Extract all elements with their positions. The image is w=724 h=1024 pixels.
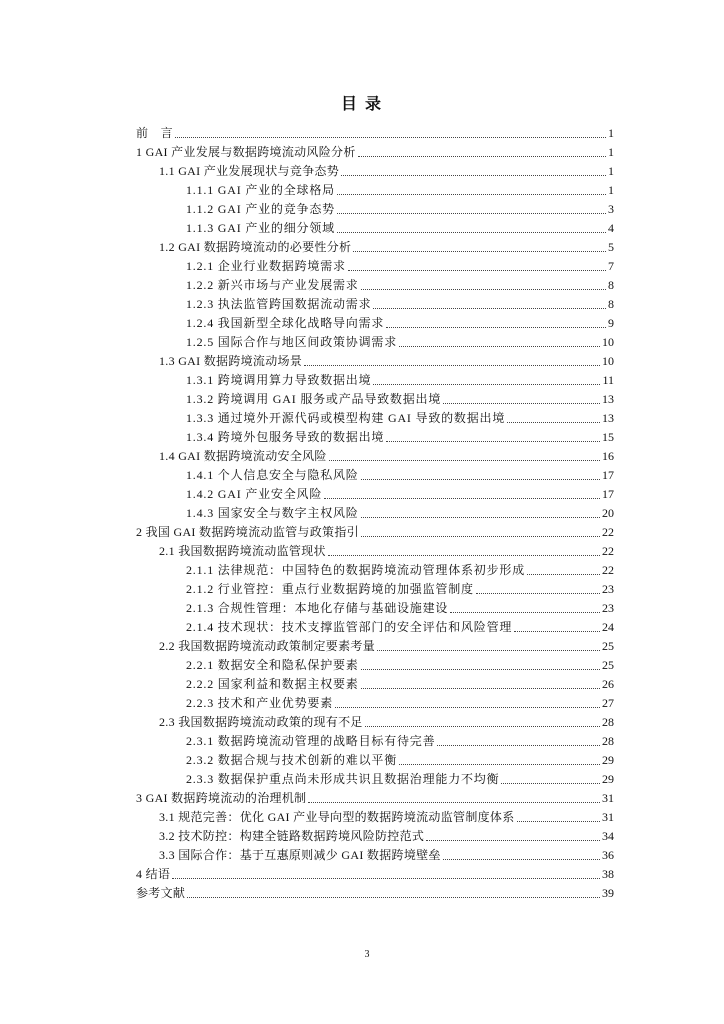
toc-entry-page: 22 [602,525,614,539]
toc-entry-title: 1.1 GAI 产业发展现状与竞争态势 [159,164,340,178]
toc-entry-page: 39 [602,886,614,900]
toc-entry-subsection-1-3-1 [136,371,614,390]
toc-entry-chapter-4 [136,865,614,884]
toc-entry-page: 31 [602,791,614,805]
dot-leader [335,707,600,708]
toc-entry-title: 4 结语 [136,867,171,881]
dot-leader [172,878,600,879]
dot-leader [361,479,600,480]
toc-entry-preface [136,124,614,143]
dot-leader [443,859,600,860]
page-number: 3 [364,949,370,960]
dot-leader [507,422,600,423]
toc-entry-subsection-1-3-2 [136,390,614,409]
toc-entry-subsection-1-2-3 [136,295,614,314]
toc-entry-page: 1 [608,164,614,178]
toc-entry-page: 22 [602,563,614,577]
toc-entry-section-2-2 [136,637,614,656]
toc-entry-title: 1.2.4 我国新型全球化战略导向需求 [186,316,385,330]
toc-entry-page: 3 [608,202,614,216]
toc-heading: 目 录 [340,96,383,113]
dot-leader [517,821,600,822]
toc-entry-page: 17 [602,487,614,501]
toc-entry-title: 1 GAI 产业发展与数据跨境流动风险分析 [136,145,356,159]
toc-entry-chapter-2 [136,523,614,542]
toc-entry-page: 23 [602,601,614,615]
dot-leader [337,194,606,195]
toc-entry-page: 11 [602,373,614,387]
toc-entry-subsection-2-3-2 [136,751,614,770]
toc-entry-title: 2.2.1 数据安全和隐私保护要素 [186,658,359,672]
toc-entry-subsection-2-1-1 [136,561,614,580]
toc-entry-subsection-2-3-3 [136,770,614,789]
toc-entry-title: 2.2 我国数据跨境流动政策制定要素考量 [159,639,376,653]
toc-entry-title: 2.3.3 数据保护重点尚未形成共识且数据治理能力不均衡 [186,772,500,786]
toc-entry-title: 3.3 国际合作：基于互惠原则减少 GAI 数据跨境壁垒 [159,848,441,862]
toc-entry-title: 2 我国 GAI 数据跨境流动监管与政策指引 [136,525,359,539]
toc-entry-title: 2.2.3 技术和产业优势要素 [186,696,334,710]
toc-entry-title: 3.2 技术防控：构建全链路数据跨境风险防控范式 [159,829,425,843]
toc-entry-page: 5 [608,240,614,254]
dot-leader [348,270,606,271]
dot-leader [399,764,600,765]
toc-entry-title: 1.1.3 GAI 产业的细分领域 [186,221,335,235]
toc-entry-subsection-1-1-1 [136,181,614,200]
toc-entry-page: 13 [602,392,614,406]
toc-entry-title: 1.3.3 通过境外开源代码或模型构建 GAI 导致的数据出境 [186,411,506,425]
dot-leader [361,517,600,518]
toc-entry-subsection-2-1-4 [136,618,614,637]
toc-entry-title: 2.3.1 数据跨境流动管理的战略目标有待完善 [186,734,436,748]
toc-entry-title: 2.3.2 数据合规与技术创新的难以平衡 [186,753,398,767]
toc-entry-title: 1.3.1 跨境调用算力导致数据出境 [186,373,372,387]
toc-entry-subsection-1-3-3 [136,409,614,428]
toc-entry-title: 2.1.1 法律规范：中国特色的数据跨境流动管理体系初步形成 [186,563,526,577]
toc-entry-title: 3.1 规范完善：优化 GAI 产业导向型的数据跨境流动监管制度体系 [159,810,515,824]
dot-leader [308,802,600,803]
toc-entry-title: 1.3.2 跨境调用 GAI 服务或产品导致数据出境 [186,392,442,406]
toc-entry-subsection-2-3-1 [136,732,614,751]
toc-entry-title: 2.1 我国数据跨境流动监管现状 [159,544,326,558]
dot-leader [337,213,606,214]
dot-leader [365,726,600,727]
toc-entry-section-3-2 [136,827,614,846]
toc-entry-section-3-1 [136,808,614,827]
dot-leader [373,384,600,385]
toc-entry-page: 29 [602,753,614,767]
toc-entry-title: 参考文献 [136,886,186,900]
toc-entry-page: 10 [602,354,614,368]
toc-entry-title: 1.2 GAI 数据跨境流动的必要性分析 [159,240,352,254]
dot-leader [361,289,606,290]
toc-entry-page: 8 [608,297,614,311]
toc-entry-page: 29 [602,772,614,786]
toc-entry-section-3-3 [136,846,614,865]
dot-leader [337,232,606,233]
dot-leader [450,612,600,613]
toc-entry-page: 22 [602,544,614,558]
toc-entry-page: 16 [602,449,614,463]
dot-leader [329,460,600,461]
toc-entry-subsection-2-2-1 [136,656,614,675]
toc-entry-title: 2.1.3 合规性管理：本地化存储与基础设施建设 [186,601,449,615]
dot-leader [514,631,600,632]
dot-leader [361,536,600,537]
toc-entry-page: 4 [608,221,614,235]
toc-entry-title: 1.2.5 国际合作与地区间政策协调需求 [186,335,398,349]
toc-entry-chapter-3 [136,789,614,808]
toc-entry-page: 38 [602,867,614,881]
toc-entry-page: 28 [602,715,614,729]
dot-leader [527,574,600,575]
dot-leader [426,840,600,841]
toc-entry-title: 1.4.3 国家安全与数字主权风险 [186,506,359,520]
toc-entry-section-1-1 [136,162,614,181]
toc-entry-subsection-2-1-2 [136,580,614,599]
toc-entry-subsection-2-1-3 [136,599,614,618]
toc-entry-section-1-3 [136,352,614,371]
toc-entry-subsection-2-2-2 [136,675,614,694]
toc-entry-chapter-1 [136,143,614,162]
toc-entry-page: 8 [608,278,614,292]
dot-leader [386,441,600,442]
toc-entry-page: 15 [602,430,614,444]
dot-leader [373,308,606,309]
toc-entry-title: 前 言 [136,126,173,140]
toc-entry-page: 23 [602,582,614,596]
toc-entry-page: 17 [602,468,614,482]
toc-entry-page: 26 [602,677,614,691]
dot-leader [386,327,606,328]
dot-leader [361,669,600,670]
dot-leader [304,365,600,366]
toc-entry-subsection-1-2-2 [136,276,614,295]
toc-entry-page: 28 [602,734,614,748]
dot-leader [377,650,600,651]
dot-leader [358,156,606,157]
toc-entry-page: 24 [602,620,614,634]
toc-entry-section-2-1 [136,542,614,561]
dot-leader [187,897,600,898]
toc-entry-title: 2.3 我国数据跨境流动政策的现有不足 [159,715,363,729]
toc-entry-subsection-1-2-5 [136,333,614,352]
dot-leader [324,498,600,499]
toc-entry-page: 13 [602,411,614,425]
toc-entry-subsection-1-3-4 [136,428,614,447]
dot-leader [501,783,600,784]
dot-leader [361,688,600,689]
toc-entry-title: 3 GAI 数据跨境流动的治理机制 [136,791,307,805]
dot-leader [443,403,600,404]
toc-entry-subsection-1-1-3 [136,219,614,238]
table-of-contents [136,124,614,903]
toc-entry-section-1-4 [136,447,614,466]
toc-entry-page: 25 [602,639,614,653]
dot-leader [353,251,606,252]
toc-entry-title: 1.2.1 企业行业数据跨境需求 [186,259,346,273]
dot-leader [437,745,600,746]
toc-entry-page: 31 [602,810,614,824]
toc-entry-title: 1.1.1 GAI 产业的全球格局 [186,183,335,197]
toc-entry-page: 10 [602,335,614,349]
toc-entry-subsection-1-4-2 [136,485,614,504]
toc-entry-subsection-1-1-2 [136,200,614,219]
toc-entry-title: 1.3.4 跨境外包服务导致的数据出境 [186,430,385,444]
toc-entry-title: 1.4.1 个人信息安全与隐私风险 [186,468,359,482]
toc-entry-page: 20 [602,506,614,520]
toc-entry-subsection-1-2-1 [136,257,614,276]
toc-entry-title: 2.2.2 国家利益和数据主权要素 [186,677,359,691]
toc-entry-title: 1.4 GAI 数据跨境流动安全风险 [159,449,327,463]
toc-entry-page: 1 [608,126,614,140]
toc-entry-references [136,884,614,903]
dot-leader [175,137,606,138]
toc-entry-title: 2.1.2 行业管控：重点行业数据跨境的加强监管制度 [186,582,474,596]
dot-leader [341,175,606,176]
toc-entry-page: 34 [602,829,614,843]
toc-entry-page: 25 [602,658,614,672]
toc-entry-page: 27 [602,696,614,710]
toc-entry-subsection-1-4-3 [136,504,614,523]
toc-entry-page: 9 [608,316,614,330]
toc-entry-page: 36 [602,848,614,862]
toc-entry-title: 1.1.2 GAI 产业的竞争态势 [186,202,335,216]
toc-entry-title: 2.1.4 技术现状：技术支撑监管部门的安全评估和风险管理 [186,620,513,634]
toc-entry-page: 1 [608,183,614,197]
toc-entry-title: 1.2.2 新兴市场与产业发展需求 [186,278,359,292]
toc-entry-title: 1.3 GAI 数据跨境流动场景 [159,354,303,368]
toc-entry-section-2-3 [136,713,614,732]
dot-leader [328,555,600,556]
toc-entry-section-1-2 [136,238,614,257]
toc-entry-subsection-1-2-4 [136,314,614,333]
toc-entry-title: 1.2.3 执法监管跨国数据流动需求 [186,297,372,311]
toc-entry-title: 1.4.2 GAI 产业安全风险 [186,487,323,501]
toc-entry-page: 1 [608,145,614,159]
toc-entry-subsection-1-4-1 [136,466,614,485]
dot-leader [476,593,600,594]
toc-entry-subsection-2-2-3 [136,694,614,713]
dot-leader [399,346,600,347]
toc-entry-page: 7 [608,259,614,273]
